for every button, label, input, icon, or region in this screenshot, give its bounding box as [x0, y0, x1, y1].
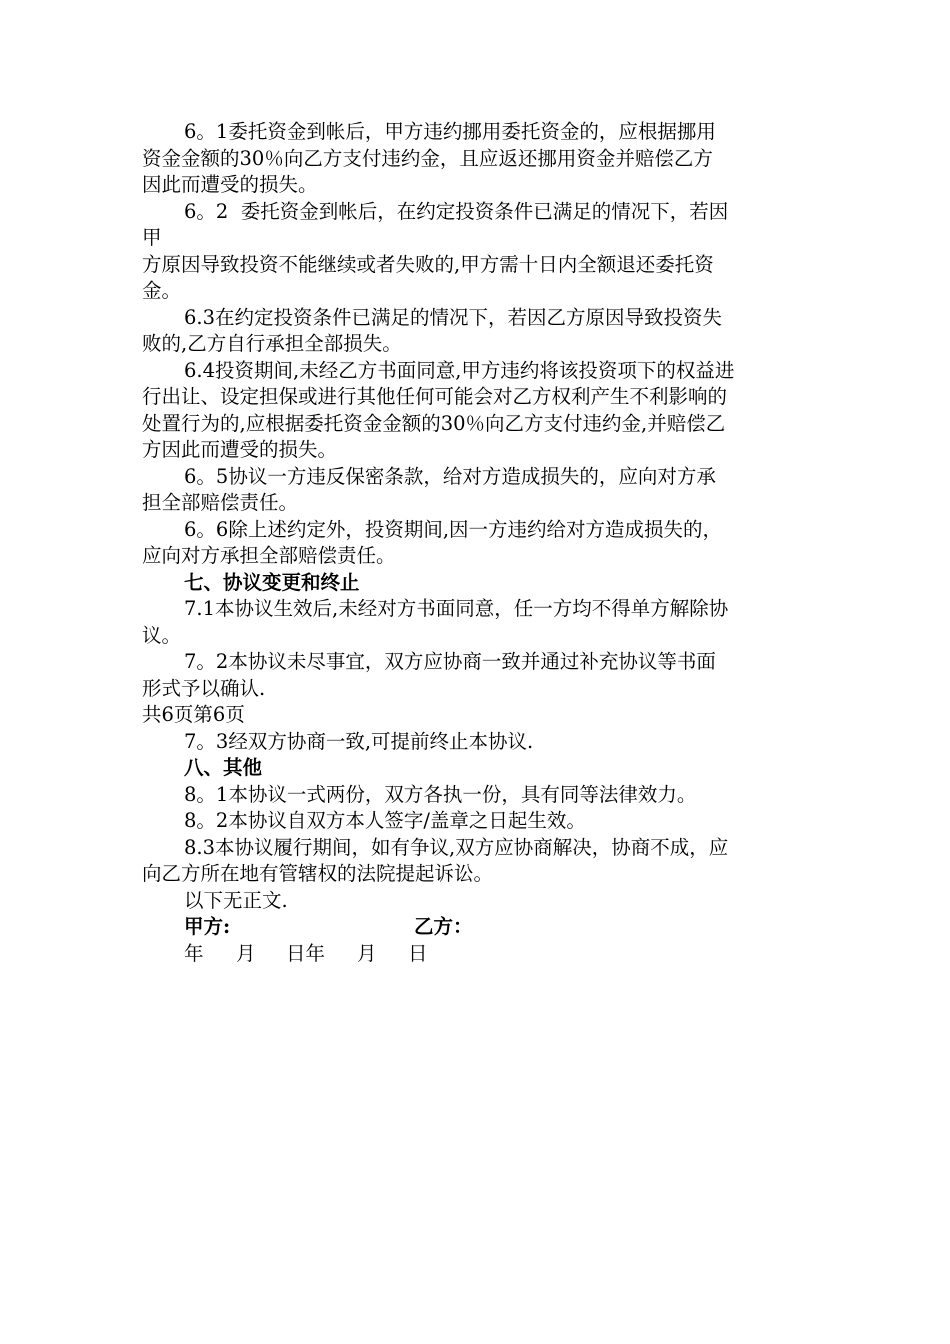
text-line: 败的,乙方自行承担全部损失。	[142, 332, 402, 355]
text-line: 6。5协议一方违反保密条款，给对方造成损失的，应向对方承	[184, 464, 716, 488]
text-line: 方原因导致投资不能继续或者失败的,甲方需十日内全额退还委托资	[142, 252, 714, 276]
date-month2-label: 月	[357, 941, 377, 965]
text-line: 向乙方所在地有管辖权的法院提起诉讼。	[142, 862, 494, 885]
text-line: 6。6除上述约定外，投资期间,因一方违约给对方造成损失的，	[184, 517, 723, 541]
party-a-label: 甲方:	[184, 915, 231, 938]
text-line: 8。2本协议自双方本人签字/盖章之日起生效。	[184, 809, 586, 832]
text-line: 行出让、设定担保或进行其他任何可能会对乙方权利产生不利影响的	[142, 385, 728, 408]
text-line: 以下无正文.	[184, 888, 288, 912]
date-line	[142, 941, 818, 968]
text-line: 资金金额的30％向乙方支付违约金，且应返还挪用资金并赔偿乙方	[142, 146, 713, 170]
text-line: 金。	[142, 279, 182, 302]
text-line: 8。1本协议一式两份，双方各执一份，具有同等法律效力。	[184, 782, 697, 806]
signature-line	[142, 914, 818, 941]
date-day2-label: 日	[408, 941, 428, 965]
text-line: 6.4投资期间,未经乙方书面同意,甲方违约将该投资项下的权益进	[184, 358, 735, 382]
text-line: 7。3经双方协商一致,可提前终止本协议.	[184, 729, 534, 753]
document-page	[142, 119, 818, 967]
text-line: 担全部赔偿责任。	[142, 491, 299, 514]
text-line: 方因此而遭受的损失。	[142, 438, 338, 461]
party-b-label: 乙方：	[414, 915, 473, 938]
text-line: 6.3在约定投资条件已满足的情况下，若因乙方原因导致投资失	[184, 305, 723, 329]
text-line: 6。2 委托资金到帐后，在约定投资条件已满足的情况下，若因	[184, 199, 729, 223]
document-body	[142, 119, 818, 914]
text-line: 7.1本协议生效后,未经对方书面同意，任一方均不得单方解除协	[184, 597, 729, 620]
text-line: 因此而遭受的损失。	[142, 173, 318, 196]
text-line: 共6页第6页	[142, 703, 245, 726]
text-line: 议。	[142, 623, 182, 647]
date-year-label: 年	[184, 941, 204, 965]
date-month-label: 月	[236, 941, 256, 965]
text-line: 处置行为的,应根据委托资金金额的30％向乙方支付违约金,并赔偿乙	[142, 411, 726, 435]
text-line: 8.3本协议履行期间，如有争议,双方应协商解决，协商不成，应	[184, 835, 729, 859]
text-line: 应向对方承担全部赔偿责任。	[142, 544, 396, 567]
section-heading: 八、其他	[184, 756, 263, 779]
text-line: 形式予以确认.	[142, 676, 266, 700]
date-day-year-label: 日年	[286, 941, 326, 965]
text-line: 甲	[142, 226, 162, 249]
text-line: 7。2本协议未尽事宜，双方应协商一致并通过补充协议等书面	[184, 650, 716, 673]
section-heading: 七、协议变更和终止	[184, 570, 360, 594]
text-line: 6。1委托资金到帐后，甲方违约挪用委托资金的，应根据挪用	[184, 120, 716, 143]
